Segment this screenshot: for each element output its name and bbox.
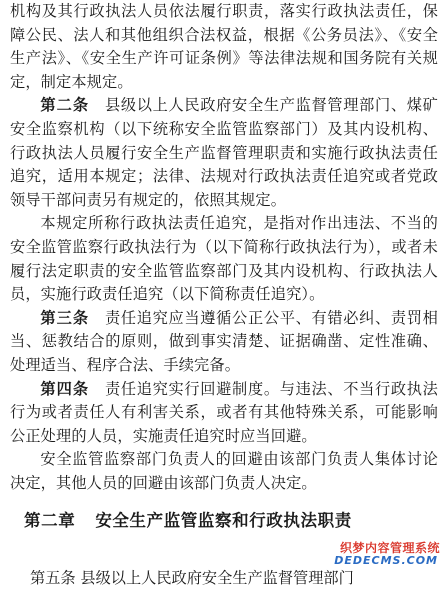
article-number: 第二条: [40, 96, 90, 115]
paragraph: [10, 0, 438, 94]
partial-next-line: [30, 562, 360, 587]
paragraph: [10, 378, 438, 449]
paragraph-text: 安全监管监察部门负责人的回避由该部门负责人集体讨论决定，其他人员的回避由该部门负责人决定。: [10, 450, 438, 492]
paragraph: [10, 212, 438, 306]
watermark-text-cn: 织梦内容管理系统: [339, 541, 440, 555]
paragraph: [10, 307, 438, 378]
article-number: 第三条: [40, 308, 90, 327]
watermark-logo: [334, 539, 444, 569]
paragraph-text: 县级以上人民政府安全生产监督管理部门、煤矿安全监察机构（以下统称安全监管监察部门）及其内设机构、行政执法人员履行安全生产监督管理职责和实施行政执法责任追究，适用本规定；法律、法规对行政执法责任追究或者党政领导干部问责另有规定的，依照其规定。: [10, 96, 438, 209]
watermark-text-en: DEDECMS.COM: [334, 554, 438, 567]
paragraph-text: 责任追究应当遵循公正公平、有错必纠、责罚相当、惩教结合的原则，做到事实清楚、证据确凿、定性准确、处理适当、程序合法、手续完备。: [10, 308, 438, 374]
chapter-number: 第二章: [24, 511, 76, 531]
article-body: [10, 0, 438, 495]
paragraph: [10, 448, 438, 495]
article-gap: [89, 96, 105, 114]
partial-next-line-text: 第五条 县级以上人民政府安全生产监督管理部门: [30, 569, 354, 587]
article-number: 第四条: [40, 379, 90, 398]
document-page: [10, 0, 438, 533]
chapter-title: 安全生产监管监察和行政执法职责: [95, 511, 352, 531]
article-gap: [89, 309, 105, 327]
article-gap: [89, 380, 105, 398]
chapter-heading: [10, 509, 438, 533]
paragraph-text: 本规定所称行政执法责任追究，是指对作出违法、不当的安全监管监察行政执法行为（以下简称行政执法行为），或者未履行法定职责的安全监管监察部门及其内设机构、行政执法人员，实施行政责任追究（以下简称责任追究）。: [10, 214, 438, 304]
paragraph-text: 责任追究实行回避制度。与违法、不当行政执法行为或者责任人有利害关系，或者有其他特殊关系，可能影响公正处理的人员，实施责任追究时应当回避。: [10, 379, 438, 445]
paragraph-text: 机构及其行政执法人员依法履行职责，落实行政执法责任，保障公民、法人和其他组织合法权益，根据《公务员法》、《安全生产法》、《安全生产许可证条例》等法律法规和国务院有关规定，制定本规定。: [10, 2, 438, 91]
paragraph: [10, 94, 438, 212]
